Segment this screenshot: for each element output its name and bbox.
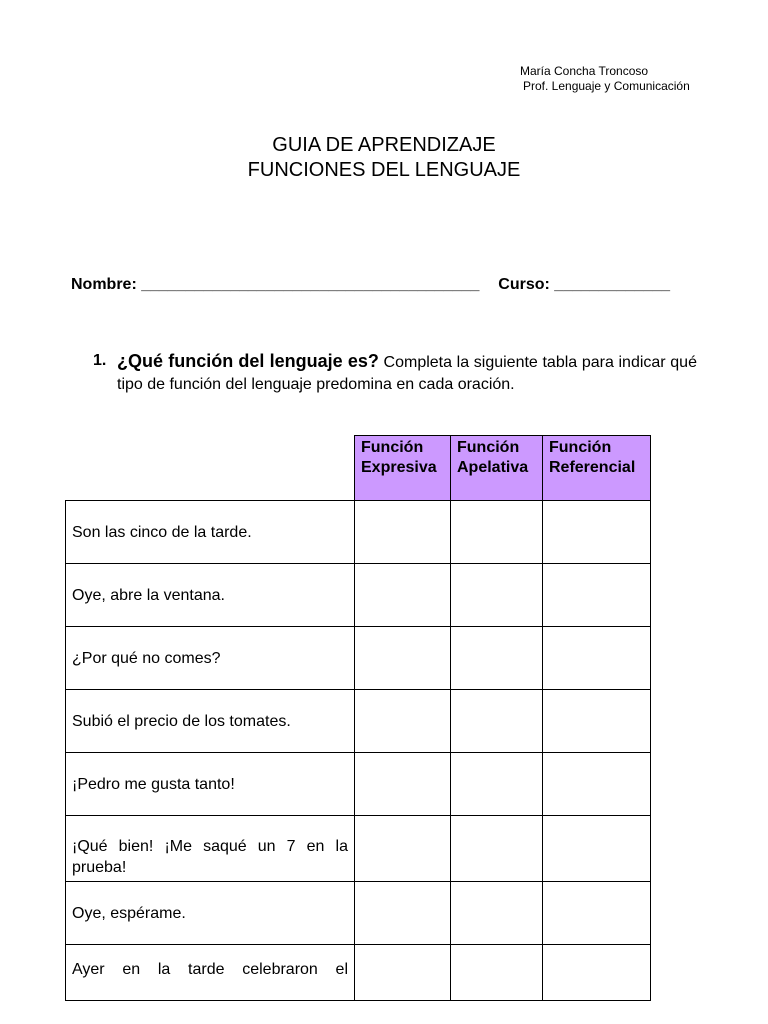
table-row — [66, 882, 651, 945]
answer-cell-expresiva[interactable] — [355, 882, 451, 945]
column-header-referencial: Función Referencial — [543, 436, 651, 501]
table-row — [66, 945, 651, 1001]
answer-cell-apelativa[interactable] — [451, 753, 543, 816]
author-role: Prof. Lenguaje y Comunicación — [523, 79, 690, 93]
table-row — [66, 816, 651, 882]
column-header-apelativa: Función Apelativa — [451, 436, 543, 501]
answer-cell-apelativa[interactable] — [451, 882, 543, 945]
answer-cell-apelativa[interactable] — [451, 564, 543, 627]
name-label: Nombre: — [71, 276, 137, 293]
table-row — [66, 564, 651, 627]
sentence-cell: Oye, abre la ventana. — [66, 564, 355, 627]
table-row — [66, 501, 651, 564]
answer-cell-referencial[interactable] — [543, 690, 651, 753]
question-instructions: Completa la siguiente tabla para indicar qué tipo de función del lenguaje predomina en cada oración. — [117, 354, 697, 393]
table-row — [66, 627, 651, 690]
sentence-cell: ¡Qué bien! ¡Me saqué un 7 en la prueba! — [66, 816, 355, 882]
answer-cell-expresiva[interactable] — [355, 945, 451, 1001]
answer-cell-referencial[interactable] — [543, 627, 651, 690]
course-label: Curso: — [498, 276, 550, 293]
author-block — [520, 64, 690, 94]
sentence-cell: Ayer en la tarde celebraron el — [66, 945, 355, 1001]
answer-cell-apelativa[interactable] — [451, 816, 543, 882]
table-row — [66, 753, 651, 816]
answer-cell-referencial[interactable] — [543, 753, 651, 816]
table-header-row — [66, 436, 651, 501]
sentence-cell: ¡Pedro me gusta tanto! — [66, 753, 355, 816]
answer-cell-apelativa[interactable] — [451, 627, 543, 690]
sentence-cell: Subió el precio de los tomates. — [66, 690, 355, 753]
sentence-cell: ¿Por qué no comes? — [66, 627, 355, 690]
question-lead: ¿Qué función del lenguaje es? — [117, 351, 379, 371]
answer-cell-apelativa[interactable] — [451, 501, 543, 564]
table-corner — [66, 436, 355, 501]
sentence-cell: Son las cinco de la tarde. — [66, 501, 355, 564]
question-1 — [93, 350, 697, 396]
answer-cell-expresiva[interactable] — [355, 816, 451, 882]
answer-cell-apelativa[interactable] — [451, 690, 543, 753]
name-blank[interactable]: ______________________________________ — [141, 276, 480, 293]
answer-cell-expresiva[interactable] — [355, 690, 451, 753]
answer-cell-referencial[interactable] — [543, 564, 651, 627]
answer-cell-apelativa[interactable] — [451, 945, 543, 1001]
course-blank[interactable]: _____________ — [554, 276, 670, 293]
author-name: María Concha Troncoso — [520, 64, 649, 78]
table-row — [66, 690, 651, 753]
answer-cell-referencial[interactable] — [543, 816, 651, 882]
answer-cell-expresiva[interactable] — [355, 753, 451, 816]
title-line-1: GUIA DE APRENDIZAJE — [272, 134, 496, 156]
column-header-expresiva: Función Expresiva — [355, 436, 451, 501]
title-line-2: FUNCIONES DEL LENGUAJE — [247, 159, 521, 181]
functions-table — [65, 435, 651, 1001]
answer-cell-expresiva[interactable] — [355, 627, 451, 690]
question-number: 1. — [93, 352, 107, 369]
answer-cell-referencial[interactable] — [543, 501, 651, 564]
answer-cell-expresiva[interactable] — [355, 564, 451, 627]
sentence-cell: Oye, espérame. — [66, 882, 355, 945]
answer-cell-referencial[interactable] — [543, 882, 651, 945]
document-title — [0, 133, 768, 183]
student-fields — [71, 276, 670, 294]
answer-cell-referencial[interactable] — [543, 945, 651, 1001]
answer-cell-expresiva[interactable] — [355, 501, 451, 564]
